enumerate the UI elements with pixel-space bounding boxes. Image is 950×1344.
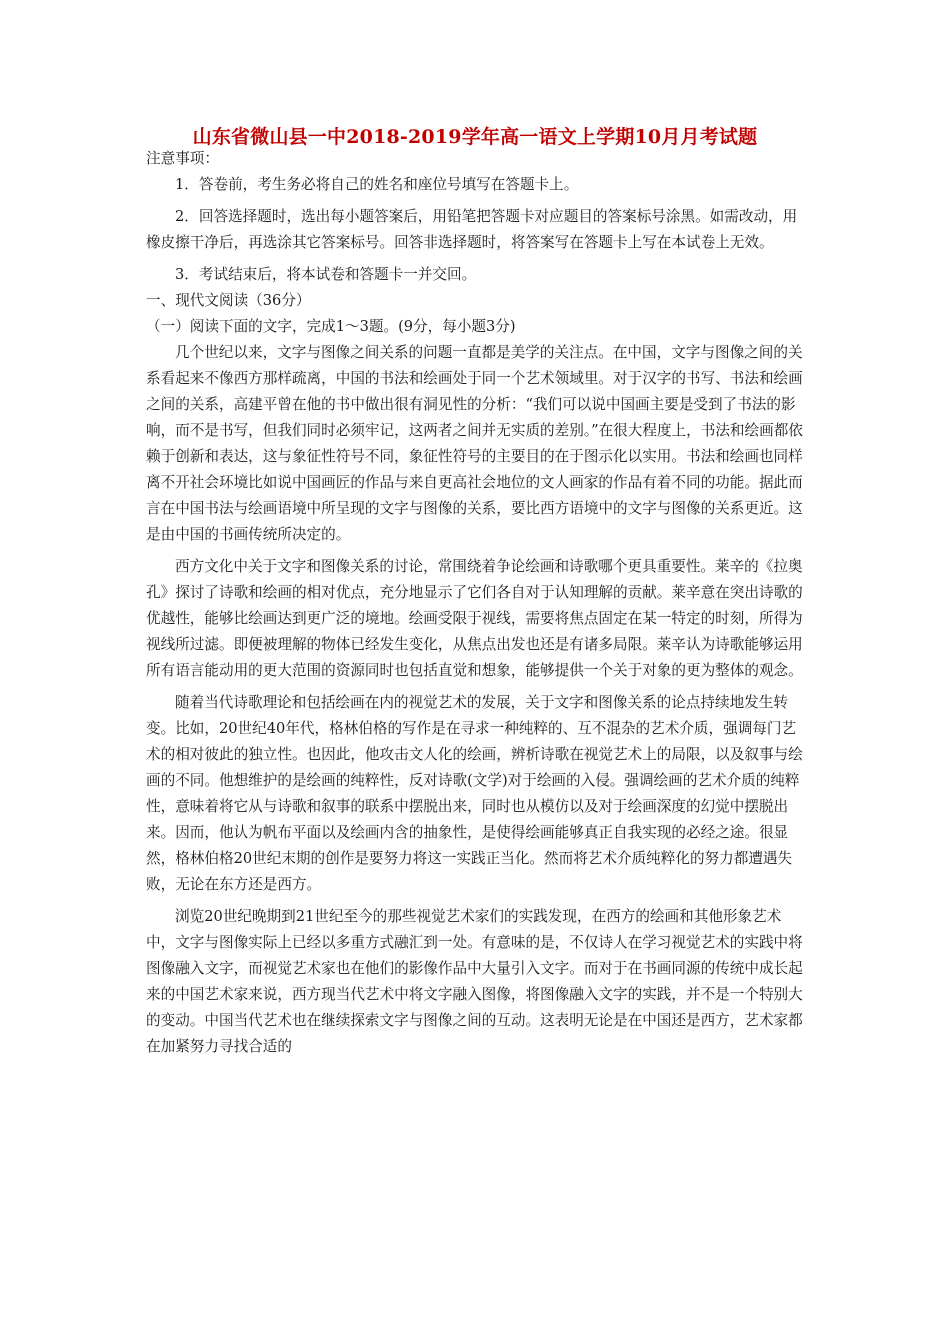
- passage-paragraph: 随着当代诗歌理论和包括绘画在内的视觉艺术的发展，关于文字和图像关系的论点持续地发生转变。比如，20世纪40年代，格林伯格的写作是在寻求一种纯粹的、互不混杂的艺术介质，强调每门艺术的相对彼此的独立性。也因此，他攻击文人化的绘画，辨析诗歌在视觉艺术上的局限，以及叙事与绘画的不同。他想维护的是绘画的纯粹性，反对诗歌(文学)对于绘画的入侵。强调绘画的艺术介质的纯粹性，意味着将它从与诗歌和叙事的联系中摆脱出来，同时也从模仿以及对于绘画深度的幻觉中摆脱出来。因而，他认为帆布平面以及绘画内含的抽象性，是使得绘画能够真正自我实现的必经之途。很显然，格林伯格20世纪末期的创作是要努力将这一实践正当化。然而将艺术介质纯粹化的努力都遭遇失败，无论在东方还是西方。: [146, 694, 803, 893]
- passage-paragraph: 浏览20世纪晚期到21世纪至今的那些视觉艺术家们的实践发现，在西方的绘画和其他形象艺术中，文字与图像实际上已经以多重方式融汇到一处。有意味的是，不仅诗人在学习视觉艺术的实践中将图像融入文字，而视觉艺术家也在他们的影像作品中大量引入文字。而对于在书画同源的传统中成长起来的中国艺术家来说，西方现当代艺术中将文字融入图像，将图像融入文字的实践，并不是一个特别大的变动。中国当代艺术也在继续探索文字与图像之间的互动。这表明无论是在中国还是西方，艺术家都在加紧努力寻找合适的: [146, 908, 803, 1055]
- notice-item: 2．回答选择题时，选出每小题答案后，用铅笔把答题卡对应题目的答案标号涂黑。如需改动，用橡皮擦干净后，再选涂其它答案标号。回答非选择题时，将答案写在答题卡上写在本试卷上无效。: [146, 208, 798, 251]
- section-heading: 一、现代文阅读（36分）: [146, 292, 311, 309]
- passage-paragraph: 几个世纪以来，文字与图像之间关系的问题一直都是美学的关注点。在中国，文字与图像之间的关系看起来不像西方那样疏离，中国的书法和绘画处于同一个艺术领域里。对于汉字的书写、书法和绘画之间的关系，高建平曾在他的书中做出很有洞见性的分析：“我们可以说中国画主要是受到了书法的影响，而不是书写，但我们同时必须牢记，这两者之间并无实质的差别。”在很大程度上，书法和绘画都依赖于创新和表达，这与象征性符号不同，象征性符号的主要目的在于图示化以实用。书法和绘画也同样离不开社会环境比如说中国画匠的作品与来自更高社会地位的文人画家的作品有着不同的功能。据此而言在中国书法与绘画语境中所呈现的文字与图像的关系，要比西方语境中的文字与图像的关系更近。这是由中国的书画传统所决定的。: [146, 344, 803, 543]
- passage-paragraph: 西方文化中关于文字和图像关系的讨论，常围绕着争论绘画和诗歌哪个更具重要性。莱辛的《拉奥孔》探讨了诗歌和绘画的相对优点，充分地显示了它们各自对于认知理解的贡献。莱辛意在突出诗歌的优越性，能够比绘画达到更广泛的境地。绘画受限于视线，需要将焦点固定在某一特定的时刻，所得为视线所过滤。即便被理解的物体已经发生变化，从焦点出发也还是有诸多局限。莱辛认为诗歌能够运用所有语言能动用的更大范围的资源同时也包括直觉和想象，能够提供一个关于对象的更为整体的观念。: [146, 558, 803, 679]
- document-body: [146, 146, 810, 1060]
- subsection-heading: （一）阅读下面的文字，完成1～3题。(9分，每小题3分): [146, 318, 516, 335]
- notice-heading: 注意事项：: [146, 150, 219, 167]
- notice-item: 1．答卷前，考生务必将自己的姓名和座位号填写在答题卡上。: [175, 176, 579, 193]
- exam-title: 山东省微山县一中2018-2019学年高一语文上学期10月月考试题: [192, 126, 758, 148]
- notice-item: 3．考试结束后，将本试卷和答题卡一并交回。: [175, 266, 477, 283]
